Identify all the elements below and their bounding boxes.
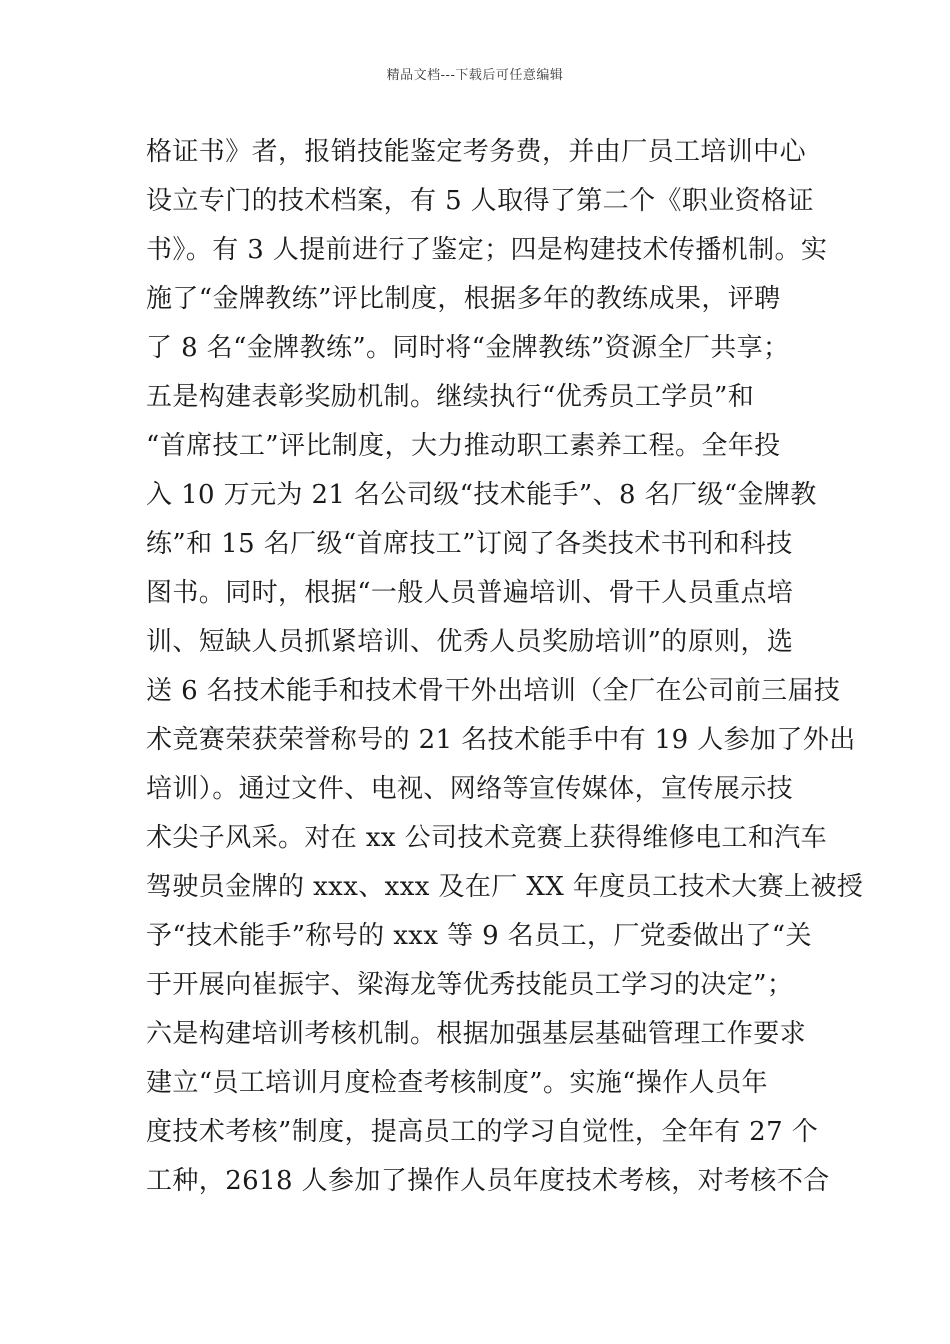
text-line: 施了“金牌教练”评比制度，根据多年的教练成果，评聘: [146, 284, 781, 314]
text-line: 予“技术能手”称号的 xxx 等 9 名员工，厂党委做出了“关: [146, 921, 812, 951]
text-line: 驾驶员金牌的 xxx、xxx 及在厂 XX 年度员工技术大赛上被授: [146, 872, 864, 902]
body-text: [146, 128, 864, 1206]
text-line: 术竞赛荣获荣誉称号的 21 名技术能手中有 19 人参加了外出: [146, 725, 856, 755]
text-line: 工种，2618 人参加了操作人员年度技术考核，对考核不合: [146, 1166, 830, 1196]
text-line: 于开展向崔振宇、梁海龙等优秀技能员工学习的决定”；: [146, 970, 794, 1000]
text-line: 练”和 15 名厂级“首席技工”订阅了各类技术书刊和科技: [146, 529, 793, 559]
text-line: “首席技工”评比制度，大力推动职工素养工程。全年投: [146, 431, 781, 461]
page-header: 精品文档---下载后可任意编辑: [386, 68, 564, 83]
text-line: 设立专门的技术档案，有 5 人取得了第二个《职业资格证: [146, 186, 814, 216]
text-line: 送 6 名技术能手和技术骨干外出培训（全厂在公司前三届技: [146, 676, 841, 706]
text-line: 格证书》者，报销技能鉴定考务费，并由厂员工培训中心: [146, 137, 807, 167]
text-line: 图书。同时，根据“一般人员普遍培训、骨干人员重点培: [146, 578, 794, 608]
text-line: 六是构建培训考核机制。根据加强基层基础管理工作要求: [146, 1019, 807, 1049]
text-line: 术尖子风采。对在 xx 公司技术竞赛上获得维修电工和汽车: [146, 823, 828, 853]
text-line: 训、短缺人员抓紧培训、优秀人员奖励培训”的原则，选: [146, 627, 794, 657]
text-line: 培训）。通过文件、电视、网络等宣传媒体，宣传展示技: [146, 774, 794, 804]
text-line: 书》。有 3 人提前进行了鉴定；四是构建技术传播机制。实: [146, 235, 828, 265]
text-line: 了 8 名“金牌教练”。同时将“金牌教练”资源全厂共享；: [146, 333, 790, 363]
text-line: 建立“员工培训月度检查考核制度”。实施“操作人员年: [146, 1068, 768, 1098]
text-line: 入 10 万元为 21 名公司级“技术能手”、8 名厂级“金牌教: [146, 480, 817, 510]
text-line: 五是构建表彰奖励机制。继续执行“优秀员工学员”和: [146, 382, 755, 412]
text-line: 度技术考核”制度，提高员工的学习自觉性，全年有 27 个: [146, 1117, 819, 1147]
